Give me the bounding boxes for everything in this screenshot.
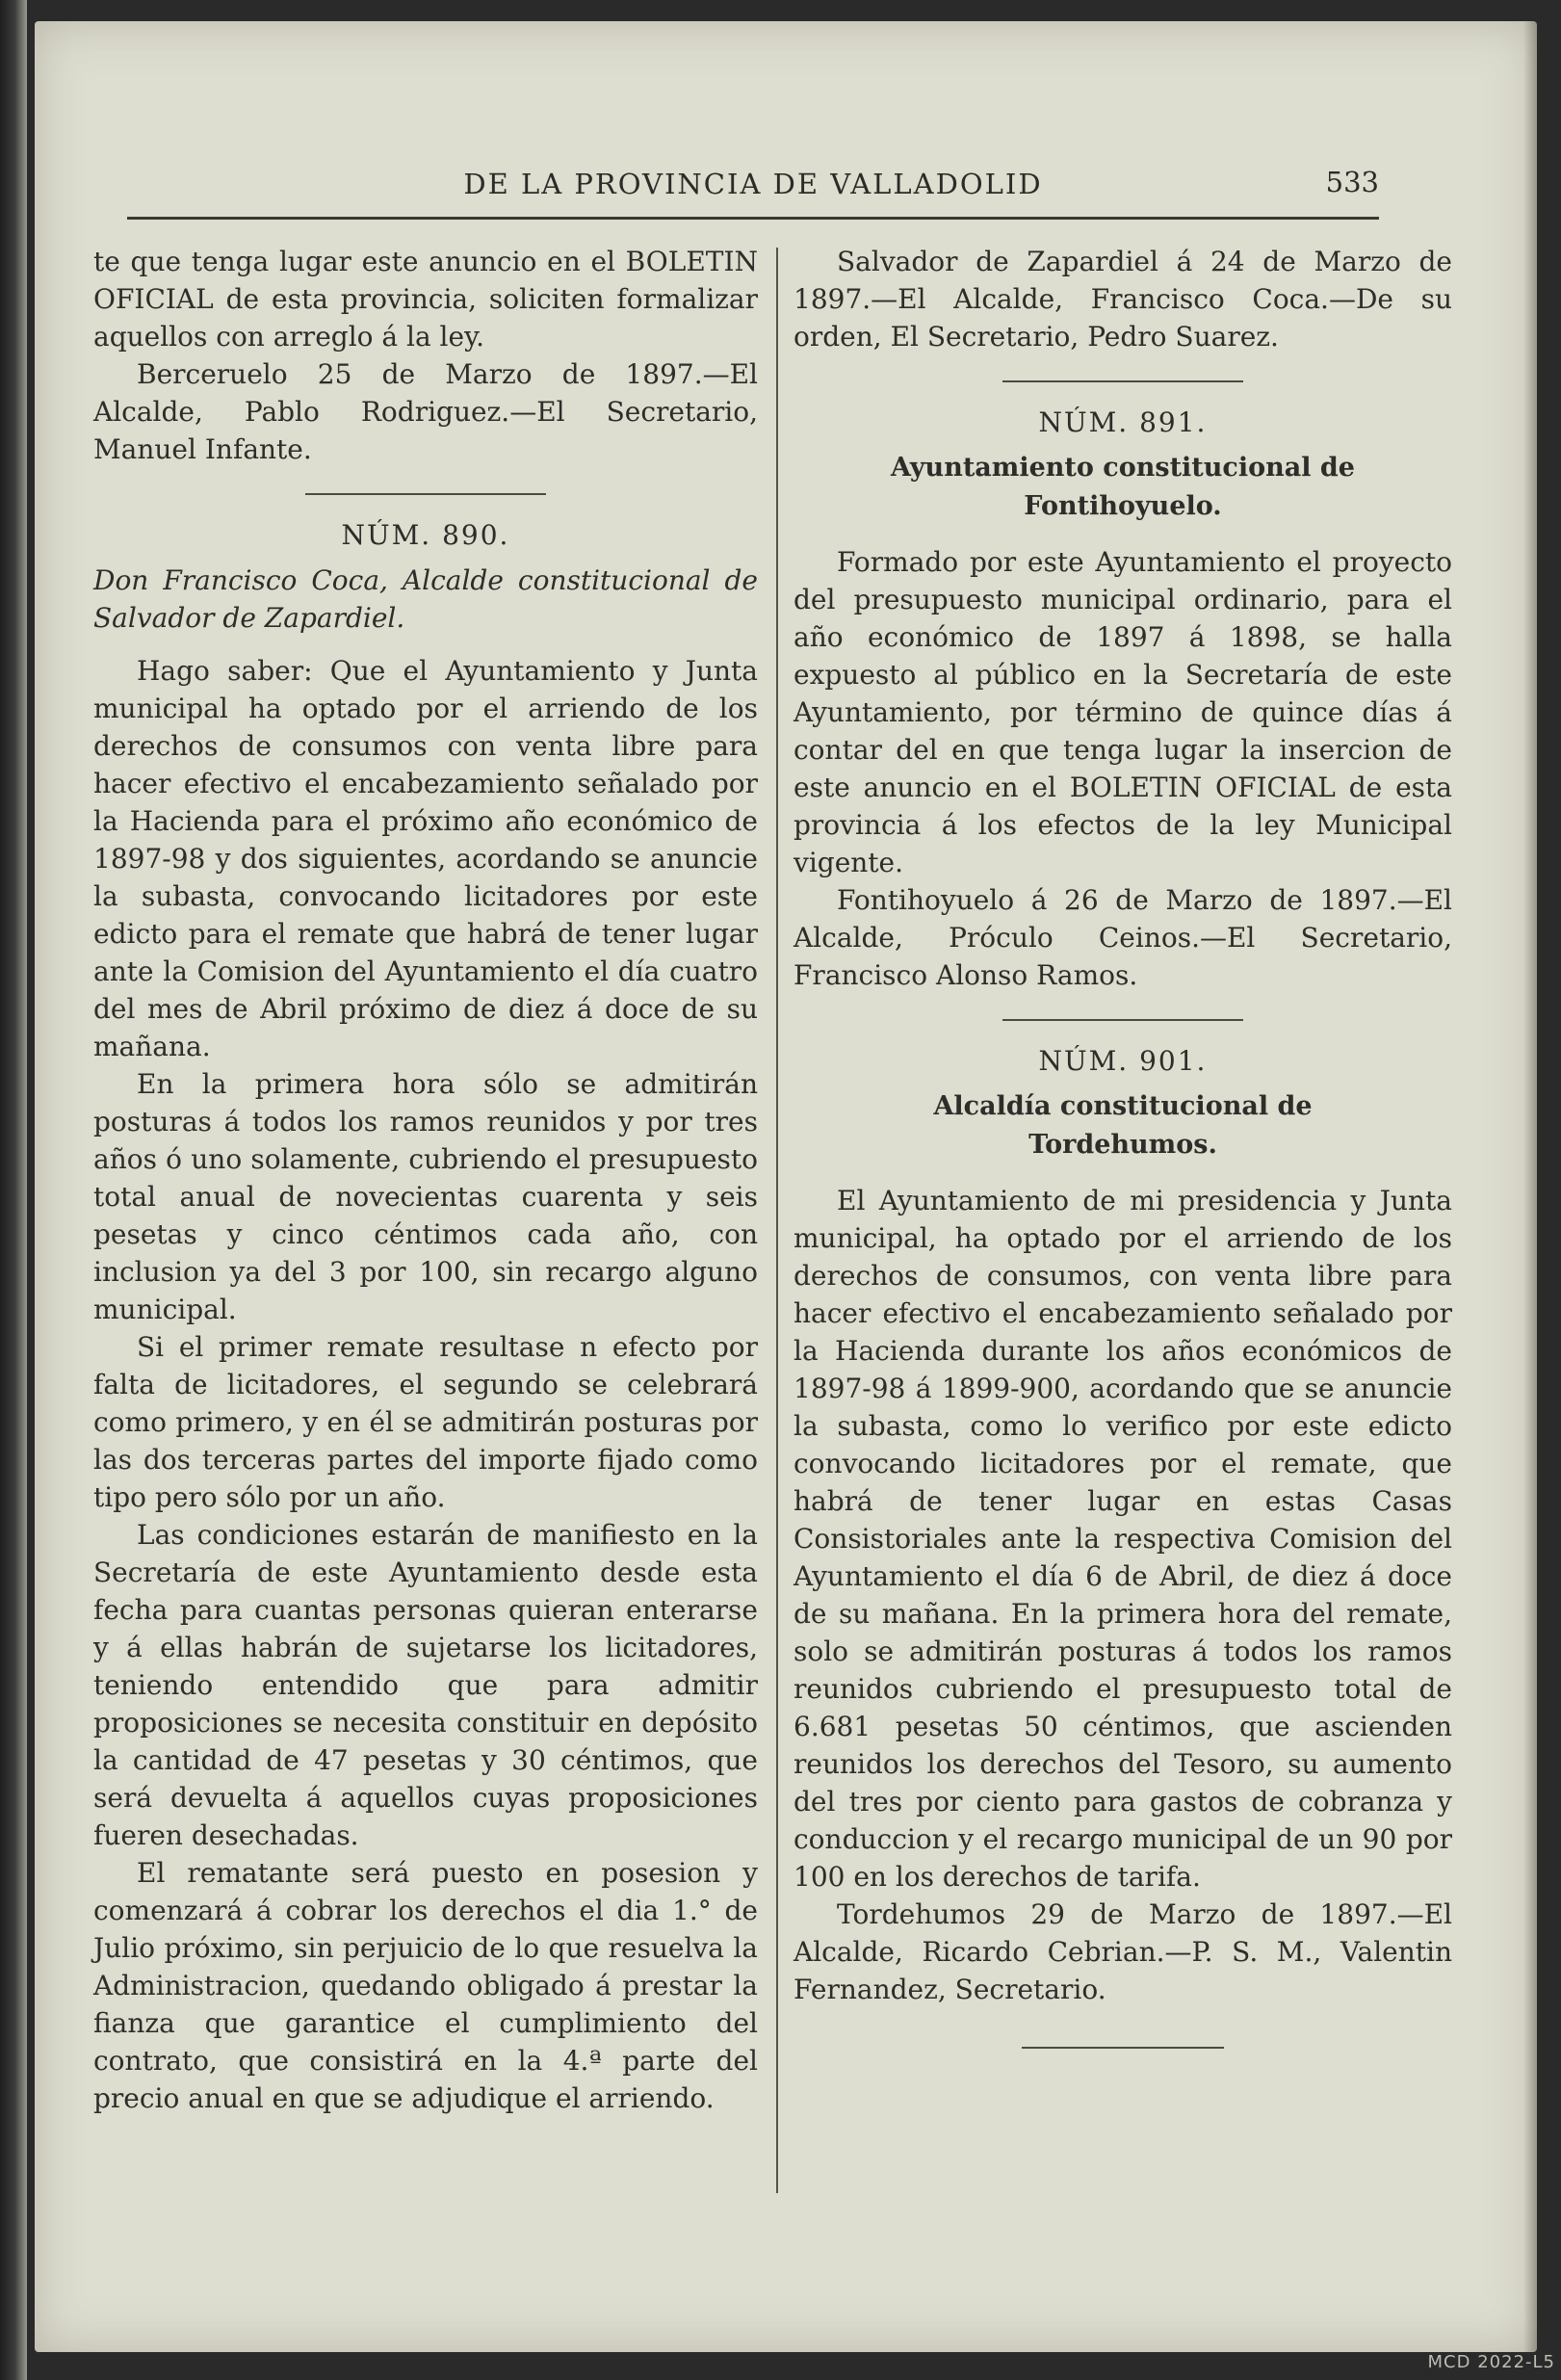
notice-890-paragraph: Hago saber: Que el Ayuntamiento y Junta municipal ha optado por el arriendo de los derechos de consumos con venta libre para hacer efectivo el encabezamiento señalado por la Hacienda para el próximo año económico de 1897-98 y dos siguientes, acordando se anuncie la subasta, convocando licitadores por este edicto para el remate que habrá de tener lugar ante la Comision del Ayuntamiento el día cuatro del mes de Abril próximo de diez á doce de su mañana.: [93, 655, 758, 1062]
notice-891-signature: Fontihoyuelo á 26 de Marzo de 1897.—El Alcalde, Próculo Ceinos.—El Secretario, Francisco Alonso Ramos.: [794, 884, 1452, 991]
section-divider: [1022, 2047, 1224, 2049]
notice-890-paragraph: En la primera hora sólo se admitirán posturas á todos los ramos reunidos y por tres años ó uno solamente, cubriendo el presupuesto total anual de novecientas cuarenta y seis pesetas y cinco céntimos cada año, con inclusion ya del 3 por 100, sin recargo alguno municipal.: [93, 1068, 758, 1325]
page-header: [127, 162, 1379, 220]
notice-891-heading-line: Ayuntamiento constitucional de: [891, 453, 1355, 483]
section-divider: [1002, 1019, 1243, 1021]
notice-891-heading-line: Fontihoyuelo.: [1024, 491, 1222, 521]
section-divider: [305, 493, 546, 495]
scanner-edge: [0, 0, 27, 2380]
notice-number-901: NÚM. 901.: [1038, 1045, 1208, 1077]
page-edge-shadow: [1523, 21, 1537, 2352]
intro-signature: Berceruelo 25 de Marzo de 1897.—El Alcalde, Pablo Rodriguez.—El Secretario, Manuel Infante.: [93, 358, 758, 465]
column-divider: [776, 248, 778, 2193]
notice-891-paragraph: Formado por este Ayuntamiento el proyecto del presupuesto municipal ordinario, para el año económico de 1897 á 1898, se halla expuesto al público en la Secretaría de este Ayuntamiento, por término de quince días á contar del en que tenga lugar la insercion de este anuncio en el BOLETIN OFICIAL de esta provincia á los efectos de la ley Municipal vigente.: [794, 546, 1452, 878]
header-title: DE LA PROVINCIA DE VALLADOLID: [463, 168, 1043, 200]
notice-901-heading: [794, 1087, 1452, 1164]
page-number: 533: [1325, 166, 1379, 198]
notice-number-891: NÚM. 891.: [1038, 406, 1208, 438]
left-column: [93, 243, 758, 2117]
section-divider: [1002, 380, 1243, 382]
continuation-signature: Salvador de Zapardiel á 24 de Marzo de 1897.—El Alcalde, Francisco Coca.—De su orden, El Secretario, Pedro Suarez.: [794, 246, 1452, 353]
header-rule: [127, 217, 1379, 220]
newspaper-page: [35, 21, 1537, 2352]
notice-890-paragraph: Si el primer remate resultase n efecto por falta de licitadores, el segundo se celebrará como primero, y en él se admitirán posturas por las dos terceras partes del importe fijado como tipo pero sólo por un año.: [93, 1331, 758, 1513]
notice-901-signature: Tordehumos 29 de Marzo de 1897.—El Alcalde, Ricardo Cebrian.—P. S. M., Valentin Fernandez, Secretario.: [794, 1898, 1452, 2005]
notice-890-paragraph: El rematante será puesto en posesion y comenzará á cobrar los derechos el dia 1.° de Julio próximo, sin perjuicio de lo que resuelva la Administracion, quedando obligado á prestar la fianza que garantice el cumplimiento del contrato, que consistirá en la 4.ª parte del precio anual en que se adjudique el arriendo.: [93, 1857, 758, 2114]
notice-891-heading: [794, 449, 1452, 526]
right-column: [794, 243, 1452, 2070]
notice-890-heading: Don Francisco Coca, Alcalde constitucional de Salvador de Zapardiel.: [93, 564, 758, 634]
notice-890-paragraph: Las condiciones estarán de manifiesto en la Secretaría de este Ayuntamiento desde esta fecha para cuantas personas quieran enterarse y á ellas habrán de sujetarse los licitadores, teniendo entendido que para admitir proposiciones se necesita constituir en depósito la cantidad de 47 pesetas y 30 céntimos, que será devuelta á aquellos cuyas proposiciones fueren desechadas.: [93, 1519, 758, 1851]
intro-paragraph: te que tenga lugar este anuncio en el BOLETIN OFICIAL de esta provincia, soliciten formalizar aquellos con arreglo á la ley.: [93, 246, 758, 353]
archive-watermark: MCD 2022-L5: [1427, 2352, 1555, 2372]
notice-901-paragraph: El Ayuntamiento de mi presidencia y Junta municipal, ha optado por el arriendo de los derechos de consumos, con venta libre para hacer efectivo el encabezamiento señalado por la Hacienda durante los años económicos de 1897-98 á 1899-900, acordando que se anuncie la subasta, como lo verifico por este edicto convocando licitadores por el remate, que habrá de tener lugar en estas Casas Consistoriales ante la respectiva Comision del Ayuntamiento el día 6 de Abril, de diez á doce de su mañana. En la primera hora del remate, solo se admitirán posturas á todos los ramos reunidos cubriendo el presupuesto total de 6.681 pesetas 50 céntimos, que ascienden reunidos los derechos del Tesoro, su aumento del tres por ciento para gastos de cobranza y conduccion y el recargo municipal de un 90 por 100 en los derechos de tarifa.: [794, 1185, 1452, 1893]
notice-901-heading-line: Tordehumos.: [1028, 1130, 1217, 1160]
notice-901-heading-line: Alcaldía constitucional de: [933, 1091, 1313, 1121]
notice-number-890: NÚM. 890.: [341, 519, 510, 551]
